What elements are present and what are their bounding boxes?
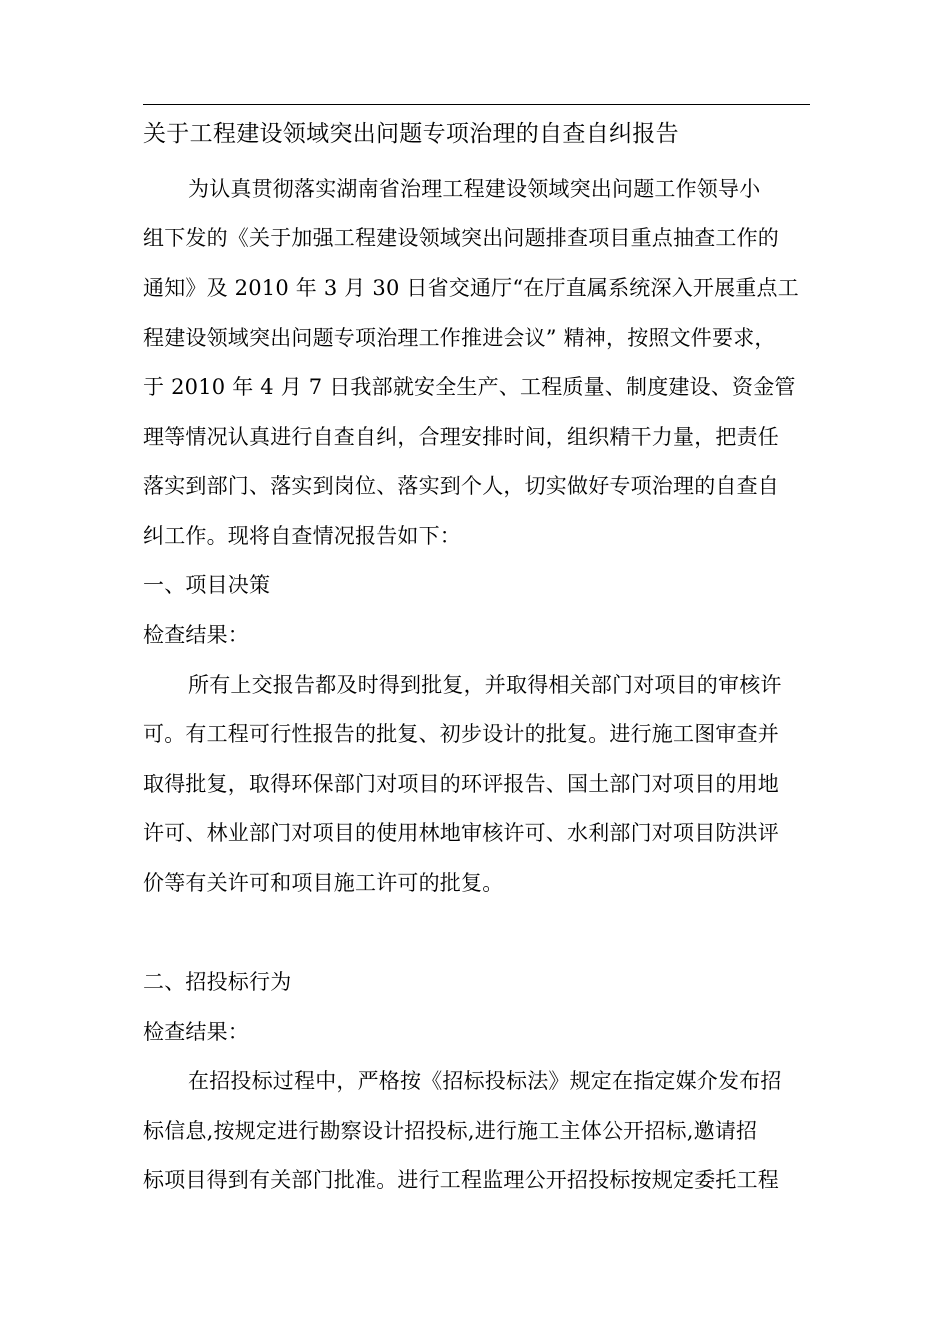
intro-line-2: 组下发的《关于加强工程建设领域突出问题排查项目重点抽查工作的	[143, 226, 779, 250]
section2-line-2: 标信息,按规定进行勘察设计招投标,进行施工主体公开招标,邀请招	[143, 1119, 758, 1143]
intro-line-3: 通知》及 2010 年 3 月 30 日省交通厅“在厅直属系统深入开展重点工	[143, 276, 799, 300]
section1-line-2: 可。有工程可行性报告的批复、初步设计的批复。进行施工图审查并	[143, 722, 779, 746]
section2-line-1: 在招投标过程中，严格按《招标投标法》规定在指定媒介发布招	[188, 1069, 782, 1093]
section1-line-4: 许可、林业部门对项目的使用林地审核许可、水利部门对项目防洪评	[143, 821, 779, 845]
section1-result-label: 检查结果：	[143, 623, 249, 647]
section1-line-3: 取得批复，取得环保部门对项目的环评报告、国土部门对项目的用地	[143, 772, 779, 796]
section2-result-label: 检查结果：	[143, 1020, 249, 1044]
header-rule	[143, 104, 810, 105]
section1-line-5: 价等有关许可和项目施工许可的批复。	[143, 871, 504, 895]
section2-line-3: 标项目得到有关部门批准。进行工程监理公开招投标按规定委托工程	[143, 1168, 779, 1192]
intro-line-6: 理等情况认真进行自查自纠，合理安排时间，组织精干力量，把责任	[143, 425, 779, 449]
section2-heading: 二、招投标行为	[143, 970, 292, 994]
section1-heading: 一、项目决策	[143, 573, 271, 597]
section1-line-1: 所有上交报告都及时得到批复，并取得相关部门对项目的审核许	[188, 673, 782, 697]
intro-line-7: 落实到部门、落实到岗位、落实到个人，切实做好专项治理的自查自	[143, 474, 779, 498]
intro-line-5: 于 2010 年 4 月 7 日我部就安全生产、工程质量、制度建设、资金管	[143, 375, 796, 399]
intro-line-8: 纠工作。现将自查情况报告如下：	[143, 524, 461, 548]
intro-line-4: 程建设领域突出问题专项治理工作推进会议” 精神，按照文件要求，	[143, 326, 776, 350]
document-title: 关于工程建设领域突出问题专项治理的自查自纠报告	[143, 121, 679, 147]
intro-line-1: 为认真贯彻落实湖南省治理工程建设领域突出问题工作领导小	[188, 177, 761, 201]
